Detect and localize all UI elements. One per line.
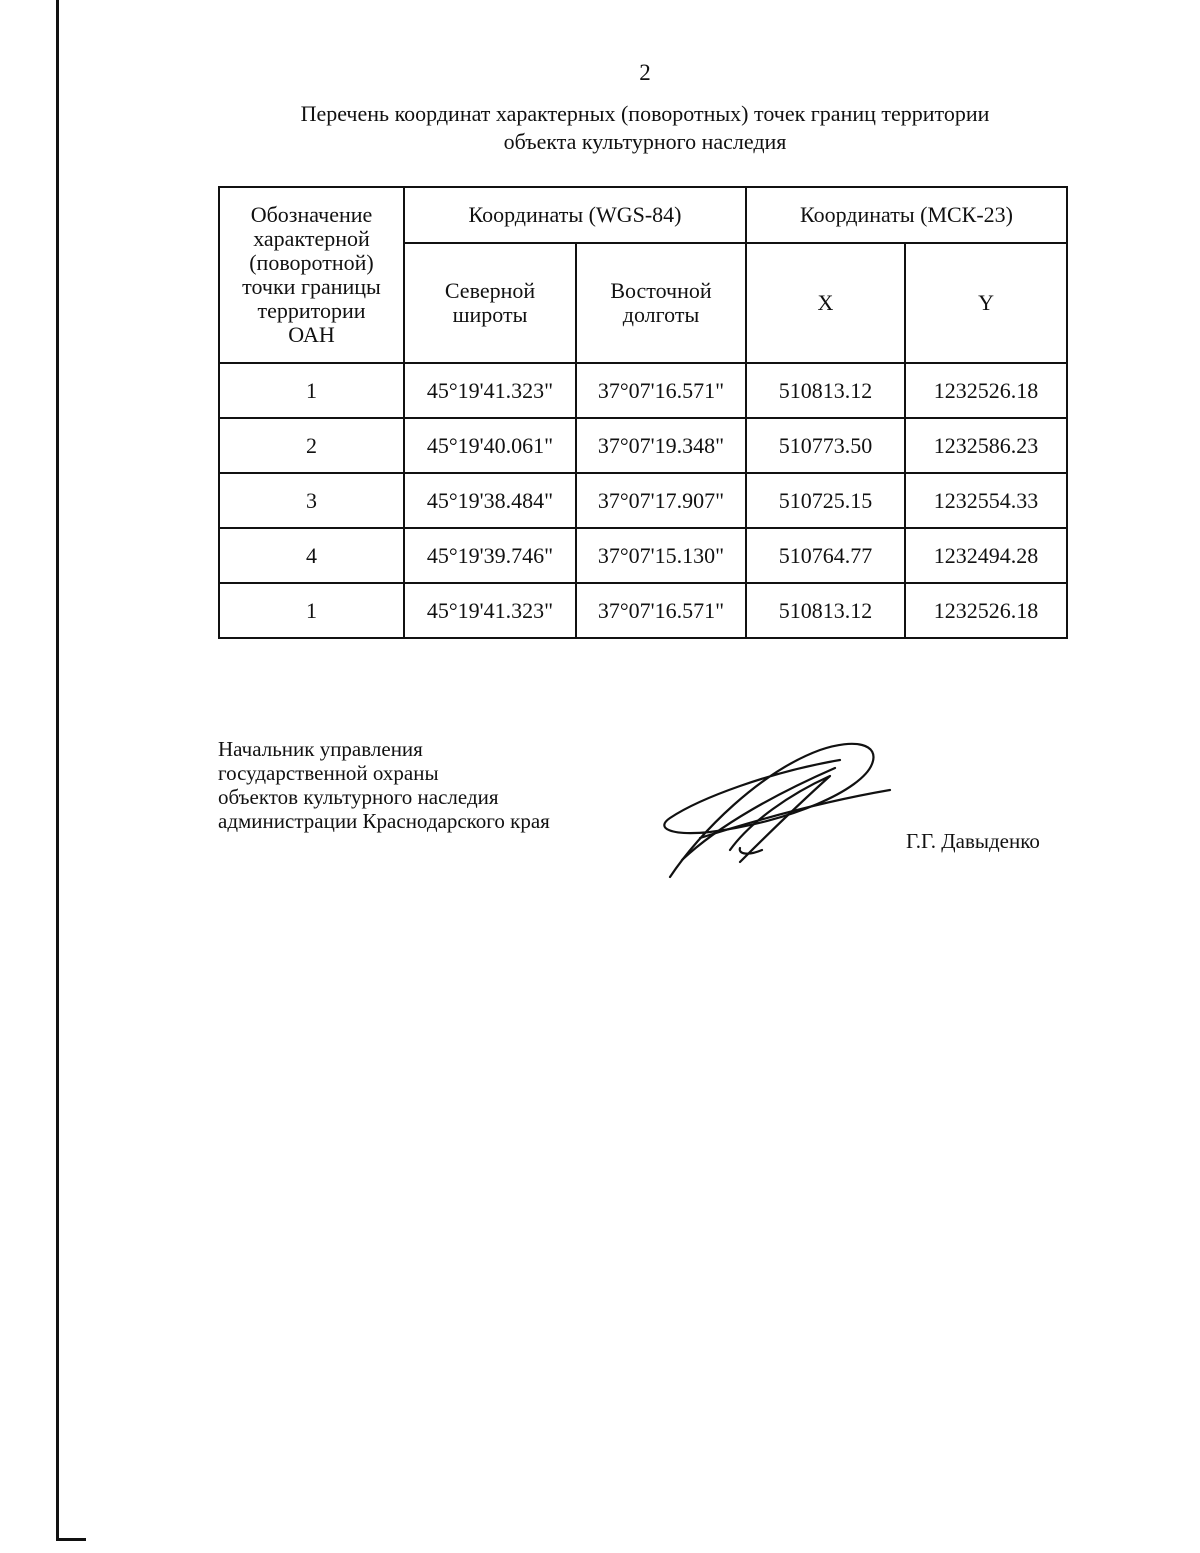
coordinates-table xyxy=(218,186,1068,639)
cell-point: 4 xyxy=(219,528,404,583)
table-row xyxy=(219,583,1067,638)
cell-longitude: 37°07'16.571" xyxy=(576,363,746,418)
table-row xyxy=(219,528,1067,583)
cell-y: 1232586.23 xyxy=(905,418,1067,473)
header-east-longitude: Восточной долготы xyxy=(576,243,746,363)
header-x: X xyxy=(746,243,905,363)
header-north-latitude: Северной широты xyxy=(404,243,576,363)
header-wgs84: Координаты (WGS-84) xyxy=(404,187,746,243)
cell-latitude: 45°19'38.484" xyxy=(404,473,576,528)
cell-x: 510813.12 xyxy=(746,363,905,418)
cell-point: 3 xyxy=(219,473,404,528)
cell-point: 1 xyxy=(219,363,404,418)
header-y: Y xyxy=(905,243,1067,363)
cell-latitude: 45°19'41.323" xyxy=(404,583,576,638)
cell-y: 1232554.33 xyxy=(905,473,1067,528)
cell-x: 510764.77 xyxy=(746,528,905,583)
cell-longitude: 37°07'19.348" xyxy=(576,418,746,473)
title-line-2: объекта культурного наследия xyxy=(503,129,787,154)
cell-latitude: 45°19'41.323" xyxy=(404,363,576,418)
cell-y: 1232526.18 xyxy=(905,363,1067,418)
title-line-1: Перечень координат характерных (поворотных) точек границ территории xyxy=(300,101,990,126)
cell-latitude: 45°19'39.746" xyxy=(404,528,576,583)
cell-point: 2 xyxy=(219,418,404,473)
header-point-designation: Обозначение характерной (поворотной) точки границы территории ОАН xyxy=(219,187,404,363)
cell-x: 510725.15 xyxy=(746,473,905,528)
cell-longitude: 37°07'17.907" xyxy=(576,473,746,528)
cell-point: 1 xyxy=(219,583,404,638)
cell-longitude: 37°07'15.130" xyxy=(576,528,746,583)
signer-position: Начальник управления государственной охраны объектов культурного наследия администрации Краснодарского края xyxy=(218,737,550,833)
page-number: 2 xyxy=(639,60,651,85)
cell-longitude: 37°07'16.571" xyxy=(576,583,746,638)
cell-latitude: 45°19'40.061" xyxy=(404,418,576,473)
header-msk23: Координаты (МСК-23) xyxy=(746,187,1067,243)
table-row xyxy=(219,418,1067,473)
cell-y: 1232526.18 xyxy=(905,583,1067,638)
margin-line xyxy=(56,0,59,1540)
table-row xyxy=(219,473,1067,528)
cell-x: 510773.50 xyxy=(746,418,905,473)
cell-x: 510813.12 xyxy=(746,583,905,638)
signer-name: Г.Г. Давыденко xyxy=(906,829,1040,853)
cell-y: 1232494.28 xyxy=(905,528,1067,583)
table-row xyxy=(219,363,1067,418)
handwritten-signature xyxy=(640,732,900,882)
document-title xyxy=(215,100,1075,156)
margin-foot-line xyxy=(56,1538,86,1541)
